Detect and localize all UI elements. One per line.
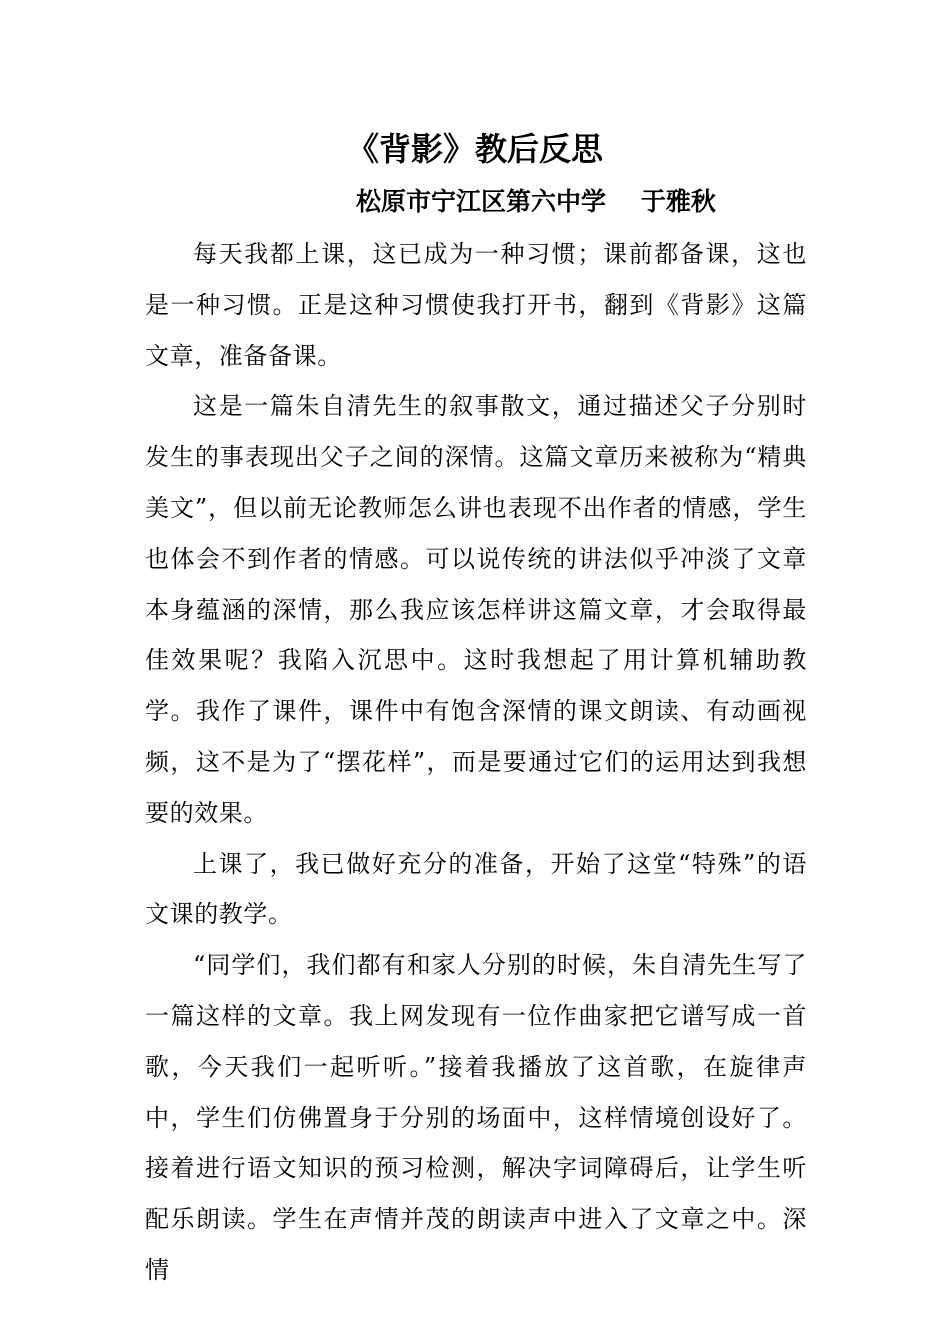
- paragraph: 每天我都上课，这已成为一种习惯；课前都备课，这也是一种习惯。正是这种习惯使我打开书，翻到《背影》这篇文章，准备备课。: [145, 240, 807, 370]
- paragraph: 这是一篇朱自清先生的叙事散文，通过描述父子分别时发生的事表现出父子之间的深情。这篇文章历来被称为“精典美文”，但以前无论教师怎么讲也表现不出作者的情感，学生也体会不到作者的情感。可以说传统的讲法似乎冲淡了文章本身蕴涵的深情，那么我应该怎样讲这篇文章，才会取得最佳效果呢？我陷入沉思中。这时我想起了用计算机辅助教学。我作了课件，课件中有饱含深情的课文朗读、有动画视频，这不是为了“摆花样”，而是要通过它们的运用达到我想要的效果。: [145, 392, 807, 827]
- paragraph: 上课了，我已做好充分的准备，开始了这堂“特殊”的语文课的教学。: [145, 849, 807, 929]
- document-body: [145, 229, 807, 1296]
- document-title: 《背影》教后反思: [346, 130, 603, 168]
- author-line: 松原市宁江区第六中学 于雅秋: [356, 187, 716, 216]
- paragraph: “同学们，我们都有和家人分别的时候，朱自清先生写了一篇这样的文章。我上网发现有一位作曲家把它谱写成一首歌，今天我们一起听听。”接着我播放了这首歌，在旋律声中，学生们仿佛置身于分别的场面中，这样情境创设好了。接着进行语文知识的预习检测，解决字词障碍后，让学生听配乐朗读。学生在声情并茂的朗读声中进入了文章之中。深情: [145, 951, 807, 1284]
